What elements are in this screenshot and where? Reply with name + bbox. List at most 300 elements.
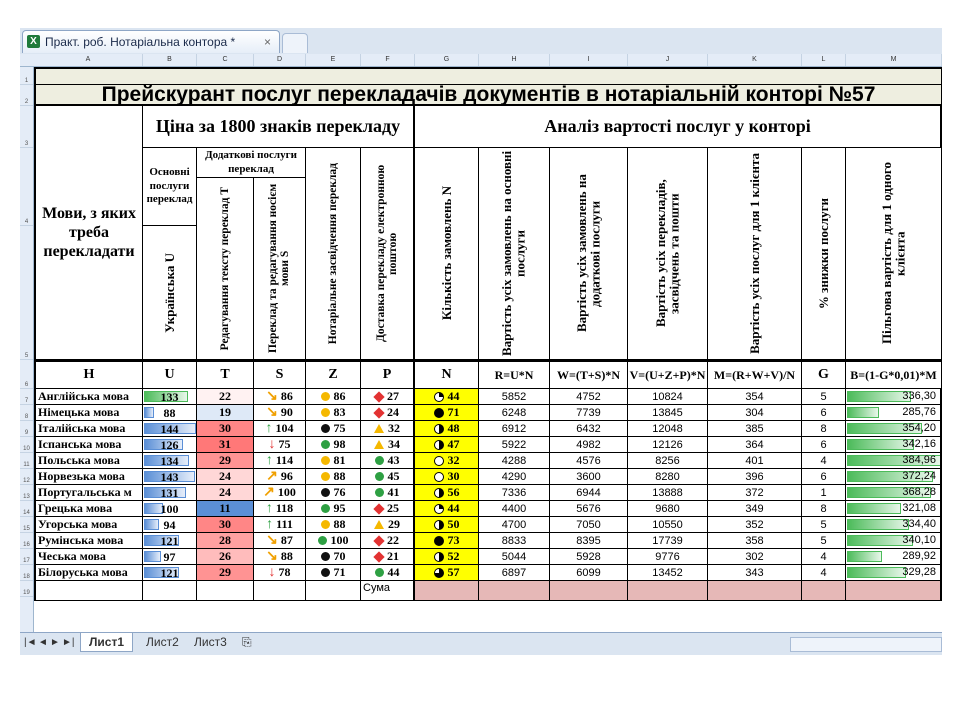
cell-M xyxy=(708,453,802,469)
cell-N xyxy=(415,389,479,405)
warning-triangle-icon xyxy=(374,424,384,433)
cell-T xyxy=(197,517,254,533)
cell-N xyxy=(415,405,479,421)
column-header-bar xyxy=(20,54,942,67)
cell-Z xyxy=(306,437,361,453)
value: 32 xyxy=(388,421,400,435)
cell-R xyxy=(479,533,550,549)
col-header-P-label: Доставка перекладу електронною поштою xyxy=(374,164,399,343)
value: 368,28 xyxy=(902,486,936,498)
cell-V-text: 10824 xyxy=(652,390,683,403)
row-header[interactable]: 12 xyxy=(20,469,33,485)
value: 43 xyxy=(387,453,400,467)
value: 44 xyxy=(447,501,460,515)
quarter-circle-icon xyxy=(434,520,444,530)
cell-G-text: 5 xyxy=(820,390,827,403)
arrow-down-right-icon: ↘ xyxy=(266,405,278,420)
cell-S xyxy=(254,453,306,469)
cell-M-text: 385 xyxy=(745,422,764,435)
symbol-cell-text: H xyxy=(83,367,95,382)
col-header-S-label: Переклад та редагування носієм мови S xyxy=(267,183,292,354)
prev-sheet-icon[interactable]: ◄ xyxy=(38,637,48,648)
cell-W-text: 5928 xyxy=(576,550,601,563)
cell-M-text: 364 xyxy=(745,438,764,451)
document-tab[interactable] xyxy=(22,30,280,53)
document-tab-bar xyxy=(20,28,942,55)
value: 88 xyxy=(280,549,293,563)
value: 98 xyxy=(333,437,346,451)
cell-V-text: 13845 xyxy=(652,406,683,419)
arrow-down-icon: ↓ xyxy=(268,565,276,580)
col-header-V xyxy=(628,148,708,360)
language-cell xyxy=(34,421,143,437)
cell-G-text: 4 xyxy=(820,454,827,467)
cell-W xyxy=(550,533,628,549)
cell-G xyxy=(802,437,846,453)
row-header[interactable]: 14 xyxy=(20,501,33,517)
cell-B xyxy=(846,437,942,453)
cell-M xyxy=(708,389,802,405)
symbol-cell xyxy=(34,360,143,389)
arrow-up-right-icon: ↗ xyxy=(266,469,278,484)
cell-B xyxy=(846,549,942,565)
cell-U xyxy=(143,405,197,421)
cell-V-text: 10550 xyxy=(652,518,683,531)
cell-N xyxy=(415,469,479,485)
value: 75 xyxy=(333,421,346,435)
value: 52 xyxy=(447,549,460,563)
worksheet-grid[interactable] xyxy=(34,67,942,632)
cell-M-text: 352 xyxy=(745,518,764,531)
sum-cell[interactable] xyxy=(802,581,846,601)
value: 86 xyxy=(280,389,293,403)
cell-M-text: 304 xyxy=(745,406,764,419)
cell-N xyxy=(415,533,479,549)
sheet-tab-2[interactable]: Лист2 xyxy=(146,635,179,649)
col-header-Z xyxy=(306,148,361,360)
quarter-circle-icon xyxy=(434,440,444,450)
cell-M-text: 343 xyxy=(745,566,764,579)
quarter-circle-icon xyxy=(434,504,444,514)
row-header[interactable]: 11 xyxy=(20,453,33,469)
cell-B xyxy=(846,501,942,517)
cell-S xyxy=(254,565,306,581)
col-header-U xyxy=(143,226,197,360)
value: 70 xyxy=(333,549,346,563)
arrow-down-icon: ↓ xyxy=(268,437,276,452)
arrow-down-right-icon: ↘ xyxy=(266,549,278,564)
cell-R xyxy=(479,565,550,581)
cell-N xyxy=(415,485,479,501)
value: 56 xyxy=(447,485,460,499)
quarter-circle-icon xyxy=(434,488,444,498)
cell-G-text: 6 xyxy=(820,438,827,451)
cell-B xyxy=(846,405,942,421)
value: 50 xyxy=(447,517,460,531)
new-tab-button[interactable] xyxy=(282,33,308,53)
sum-cell[interactable] xyxy=(550,581,628,601)
cell-V-text: 13888 xyxy=(652,486,683,499)
cell-G-text: 5 xyxy=(820,518,827,531)
cell-S xyxy=(254,517,306,533)
cell-R xyxy=(479,453,550,469)
cell-T-text: 31 xyxy=(219,437,231,451)
arrow-down-right-icon: ↘ xyxy=(266,533,278,548)
cell-W-text: 5676 xyxy=(576,502,601,515)
last-sheet-icon[interactable]: ►| xyxy=(62,637,75,648)
value: 329,28 xyxy=(902,566,936,578)
cell-T xyxy=(197,421,254,437)
cell-G-text: 5 xyxy=(820,534,827,547)
value: 118 xyxy=(275,501,294,515)
row-header-bar xyxy=(20,67,34,632)
value: 78 xyxy=(278,565,291,579)
cell-R-text: 4400 xyxy=(501,502,527,515)
symbol-cell-text: N xyxy=(441,367,452,382)
cell-U xyxy=(143,389,197,405)
green-circle-icon xyxy=(321,504,330,513)
cell-P xyxy=(361,549,415,565)
col-header-V-label: Вартість усіх перекладів, засвідчень та пошти xyxy=(652,179,682,328)
value: 44 xyxy=(447,389,460,403)
row-header[interactable]: 13 xyxy=(20,485,33,501)
row-header[interactable]: 3 xyxy=(20,106,33,148)
cell-T-text: 11 xyxy=(219,501,231,515)
value: 334,40 xyxy=(902,518,936,530)
databar xyxy=(847,407,879,418)
cell-W xyxy=(550,453,628,469)
sum-cell[interactable] xyxy=(254,581,306,601)
column-header[interactable]: K xyxy=(708,54,802,66)
cell-B xyxy=(846,453,942,469)
cell-W xyxy=(550,437,628,453)
language-cell xyxy=(34,453,143,469)
quarter-circle-icon xyxy=(434,408,444,418)
languages-header-text: Мови, з яких треба перекладати xyxy=(42,204,136,261)
value: 75 xyxy=(278,437,291,451)
row-header[interactable]: 9 xyxy=(20,421,33,437)
sum-cell[interactable] xyxy=(143,581,197,601)
col-header-S xyxy=(254,178,306,360)
col-header-W xyxy=(550,148,628,360)
col-header-G xyxy=(802,148,846,360)
cell-V xyxy=(628,389,708,405)
row-header[interactable]: 6 xyxy=(20,360,33,389)
sum-cell[interactable] xyxy=(479,581,550,601)
cell-B xyxy=(846,421,942,437)
insert-sheet-icon[interactable]: ⎘ xyxy=(242,635,252,649)
language-cell-text: Іспанська мова xyxy=(38,437,122,451)
row-header[interactable]: 5 xyxy=(20,226,33,360)
value: 340,10 xyxy=(902,534,936,546)
value: 321,08 xyxy=(902,502,936,514)
cell-G-text: 4 xyxy=(820,550,827,563)
cell-R-text: 6897 xyxy=(501,566,527,579)
column-header[interactable]: L xyxy=(802,54,846,66)
cell-R xyxy=(479,389,550,405)
col-header-U-label: Українська U xyxy=(161,252,177,333)
cell-W-text: 6099 xyxy=(576,566,601,579)
value: 88 xyxy=(163,406,176,420)
column-header[interactable]: H xyxy=(479,54,550,66)
row-header[interactable]: 10 xyxy=(20,437,33,453)
green-circle-icon xyxy=(375,568,384,577)
language-cell xyxy=(34,533,143,549)
symbol-cell xyxy=(361,360,415,389)
red-diamond-icon xyxy=(373,535,384,546)
row-header[interactable]: 19 xyxy=(20,581,33,597)
column-header[interactable]: B xyxy=(143,54,197,66)
cell-R xyxy=(479,517,550,533)
cell-N xyxy=(415,437,479,453)
value: 104 xyxy=(275,421,294,435)
symbol-cell xyxy=(197,360,254,389)
spreadsheet-window xyxy=(20,28,942,654)
quarter-circle-icon xyxy=(434,552,444,562)
group-price-header-text: Ціна за 1800 знаків перекладу xyxy=(155,116,401,136)
value: 86 xyxy=(333,389,346,403)
symbol-cell-text: V=(U+Z+P)*N xyxy=(629,367,706,382)
row-header[interactable]: 15 xyxy=(20,517,33,533)
symbol-cell xyxy=(550,360,628,389)
cell-B xyxy=(846,485,942,501)
value: 34 xyxy=(388,437,400,451)
cell-T-text: 22 xyxy=(219,389,231,403)
cell-M xyxy=(708,469,802,485)
language-cell xyxy=(34,485,143,501)
red-diamond-icon xyxy=(373,407,384,418)
quarter-circle-icon xyxy=(434,568,444,578)
horizontal-scrollbar[interactable] xyxy=(790,637,942,652)
row-header[interactable]: 8 xyxy=(20,405,33,421)
cell-R-text: 7336 xyxy=(501,486,527,499)
excel-icon: X xyxy=(27,35,40,48)
cell-S xyxy=(254,549,306,565)
cell-T xyxy=(197,565,254,581)
red-diamond-icon xyxy=(373,503,384,514)
cell-G xyxy=(802,517,846,533)
cell-T xyxy=(197,549,254,565)
column-header[interactable]: D xyxy=(254,54,306,66)
row-header[interactable]: 4 xyxy=(20,148,33,226)
cell-B xyxy=(846,565,942,581)
value: 121 xyxy=(160,534,179,548)
value: 48 xyxy=(447,421,460,435)
value: 97 xyxy=(163,550,176,564)
column-header[interactable]: E xyxy=(306,54,361,66)
col-header-W-label: Вартість усіх замовлень на додаткові послуги xyxy=(573,174,603,333)
group-analysis-header-text: Аналіз вартості послуг у конторі xyxy=(544,116,811,136)
cell-N xyxy=(415,517,479,533)
next-sheet-icon[interactable]: ► xyxy=(50,637,60,648)
cell-G-text: 4 xyxy=(820,566,827,579)
languages-header xyxy=(34,106,143,360)
cell-M xyxy=(708,549,802,565)
sum-cell[interactable] xyxy=(628,581,708,601)
cell-T xyxy=(197,469,254,485)
cell-G xyxy=(802,405,846,421)
cell-V xyxy=(628,469,708,485)
col-header-T xyxy=(197,178,254,360)
symbol-cell-text: U xyxy=(164,367,175,382)
cell-G xyxy=(802,533,846,549)
main-services-header xyxy=(143,148,197,226)
cell-V xyxy=(628,485,708,501)
value: 32 xyxy=(447,453,460,467)
black-circle-icon xyxy=(321,488,330,497)
value: 25 xyxy=(387,501,399,515)
language-cell-text: Англійська мова xyxy=(38,389,130,403)
green-circle-icon xyxy=(321,440,330,449)
cell-G xyxy=(802,453,846,469)
value: 87 xyxy=(280,533,293,547)
sheet-tab-bar xyxy=(20,632,942,655)
cell-U xyxy=(143,565,197,581)
cell-V-text: 9680 xyxy=(655,502,680,515)
cell-W xyxy=(550,405,628,421)
sum-label-cell[interactable] xyxy=(361,581,415,601)
cell-B xyxy=(846,389,942,405)
cell-W-text: 4752 xyxy=(576,390,601,403)
column-header[interactable]: A xyxy=(34,54,143,66)
black-circle-icon xyxy=(321,568,330,577)
cell-Z xyxy=(306,549,361,565)
value: 342,16 xyxy=(902,438,936,450)
col-header-B-label: Пільгова вартість для 1 одного клієнта xyxy=(878,162,908,345)
language-cell-text: Чеська мова xyxy=(38,549,106,563)
sum-cell[interactable] xyxy=(708,581,802,601)
cell-R-text: 4290 xyxy=(501,470,527,483)
row-header[interactable]: 2 xyxy=(20,85,33,106)
sum-cell[interactable] xyxy=(306,581,361,601)
row-header[interactable]: 1 xyxy=(20,67,33,85)
cell-M xyxy=(708,501,802,517)
value: 131 xyxy=(160,486,179,500)
row-header[interactable]: 7 xyxy=(20,389,33,405)
value: 100 xyxy=(330,533,349,547)
column-header[interactable]: C xyxy=(197,54,254,66)
green-circle-icon xyxy=(375,472,384,481)
yellow-circle-icon xyxy=(321,408,330,417)
language-cell-text: Угорська мова xyxy=(38,517,118,531)
cell-P xyxy=(361,389,415,405)
sheet-tab-3[interactable]: Лист3 xyxy=(194,635,227,649)
yellow-circle-icon xyxy=(321,392,330,401)
column-header[interactable]: J xyxy=(628,54,708,66)
arrow-up-right-icon: ↗ xyxy=(263,485,275,500)
cell-R xyxy=(479,501,550,517)
cell-V-text: 17739 xyxy=(652,534,683,547)
cell-R xyxy=(479,469,550,485)
cell-T xyxy=(197,437,254,453)
databar xyxy=(847,567,906,578)
extra-services-header-text: Додаткові послуги переклад xyxy=(205,148,297,175)
cell-R-text: 5852 xyxy=(501,390,527,403)
row-header[interactable]: 17 xyxy=(20,549,33,565)
cell-V xyxy=(628,533,708,549)
sum-cell[interactable] xyxy=(846,581,942,601)
arrow-up-icon: ↑ xyxy=(265,421,273,436)
cell-W-text: 6944 xyxy=(576,486,601,499)
cell-U xyxy=(143,469,197,485)
group-analysis-header xyxy=(415,106,942,148)
green-circle-icon xyxy=(375,456,384,465)
cell-M xyxy=(708,517,802,533)
value: 285,76 xyxy=(902,406,936,418)
sheet-tab-1[interactable]: Лист1 xyxy=(80,633,133,652)
red-diamond-icon xyxy=(373,551,384,562)
value: 76 xyxy=(333,485,346,499)
cell-V xyxy=(628,517,708,533)
value: 289,92 xyxy=(902,550,936,562)
sum-cell[interactable] xyxy=(415,581,479,601)
col-header-N xyxy=(415,148,479,360)
cell-S xyxy=(254,469,306,485)
value: 133 xyxy=(160,390,179,404)
sum-cell[interactable] xyxy=(34,581,143,601)
cell-U xyxy=(143,453,197,469)
language-cell-text: Італійська мова xyxy=(38,421,126,435)
cell-G-text: 8 xyxy=(820,422,827,435)
cell-W-text: 8395 xyxy=(576,534,601,547)
cell-Z xyxy=(306,565,361,581)
cell-R-text: 4700 xyxy=(501,518,527,531)
row-header[interactable]: 18 xyxy=(20,565,33,581)
value: 114 xyxy=(275,453,294,467)
col-header-T-label: Редагування тексту переклад T xyxy=(218,186,231,351)
close-tab-icon[interactable]: × xyxy=(263,35,271,49)
cell-Z xyxy=(306,405,361,421)
cell-W xyxy=(550,549,628,565)
cell-S xyxy=(254,485,306,501)
cell-W-text: 4576 xyxy=(576,454,601,467)
value: 372,24 xyxy=(902,470,936,482)
cell-U xyxy=(143,485,197,501)
cell-S xyxy=(254,389,306,405)
symbol-cell xyxy=(306,360,361,389)
sum-cell[interactable] xyxy=(197,581,254,601)
cell-W xyxy=(550,485,628,501)
cell-S xyxy=(254,421,306,437)
cell-G xyxy=(802,421,846,437)
language-cell xyxy=(34,565,143,581)
cell-R xyxy=(479,437,550,453)
column-header[interactable]: G xyxy=(415,54,479,66)
red-diamond-icon xyxy=(373,391,384,402)
column-header[interactable]: I xyxy=(550,54,628,66)
cell-T-text: 30 xyxy=(219,517,231,531)
cell-T xyxy=(197,389,254,405)
cell-T xyxy=(197,405,254,421)
main-services-header-text: Основні послуги переклад xyxy=(146,165,193,206)
cell-P xyxy=(361,485,415,501)
cell-V xyxy=(628,437,708,453)
first-sheet-icon[interactable]: |◄ xyxy=(24,637,37,648)
row-header[interactable]: 16 xyxy=(20,533,33,549)
value: 121 xyxy=(160,566,179,580)
value: 30 xyxy=(447,469,460,483)
value: 73 xyxy=(447,533,460,547)
column-header[interactable]: F xyxy=(361,54,415,66)
value: 94 xyxy=(163,518,176,532)
cell-N xyxy=(415,421,479,437)
cell-G xyxy=(802,565,846,581)
cell-N xyxy=(415,501,479,517)
col-header-N-label: Кількість замовлень N xyxy=(438,186,454,321)
cell-W-text: 7739 xyxy=(576,406,601,419)
language-cell-text: Норвезька мова xyxy=(38,469,125,483)
column-header[interactable]: M xyxy=(846,54,942,66)
